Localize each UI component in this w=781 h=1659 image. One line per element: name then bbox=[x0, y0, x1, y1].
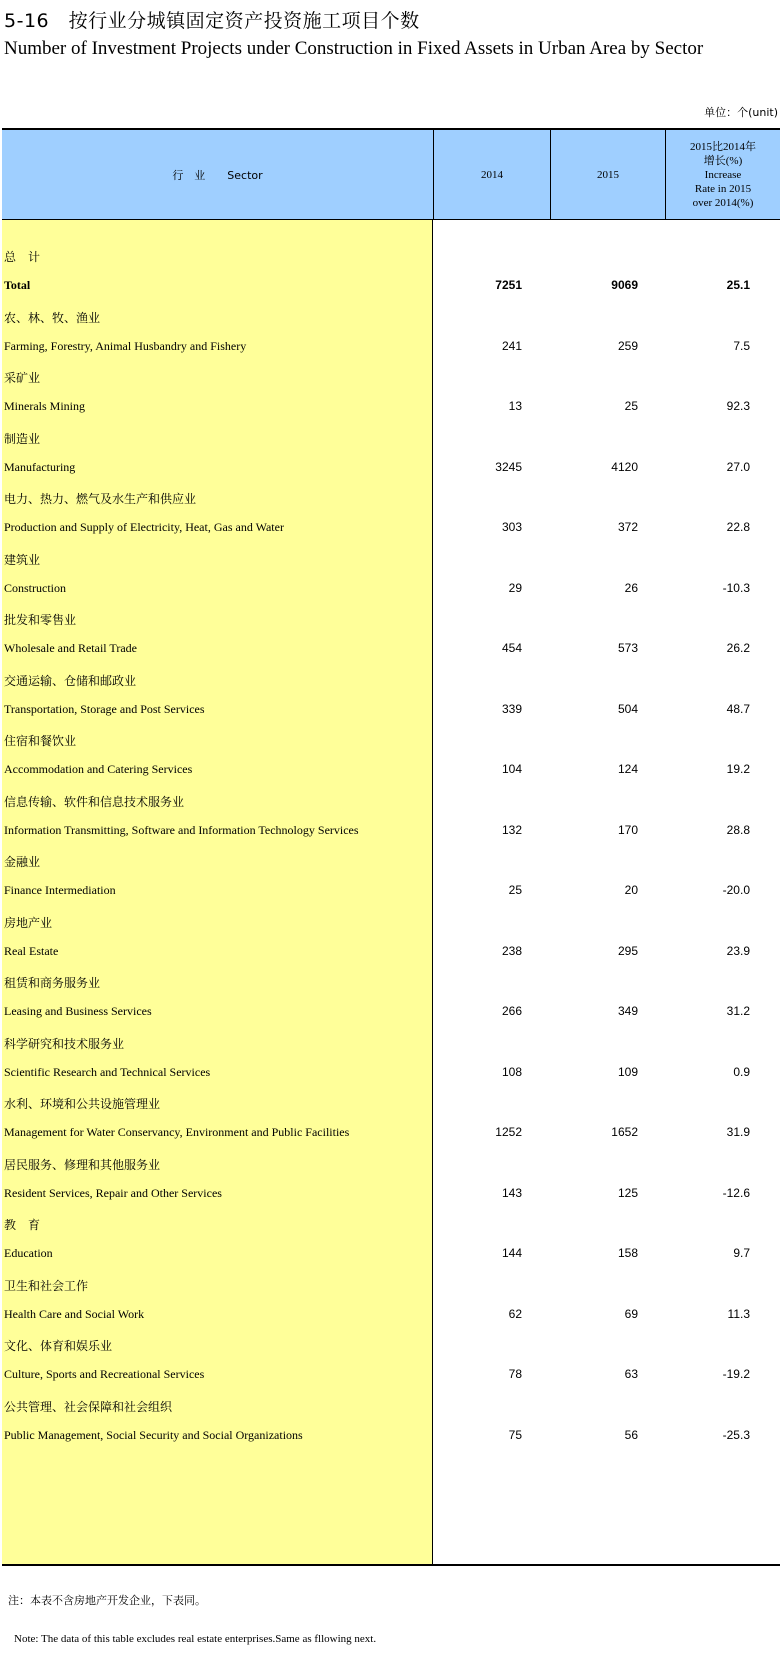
table-row bbox=[2, 1246, 780, 1266]
value-2015: 124 bbox=[617, 762, 638, 776]
value-2015: 573 bbox=[617, 641, 638, 655]
value-2014: 1252 bbox=[495, 1125, 522, 1139]
sector-name-en: Construction bbox=[4, 580, 66, 595]
value-2015: 26 bbox=[624, 580, 638, 595]
table-row bbox=[2, 399, 780, 419]
sector-cn-row bbox=[2, 248, 780, 268]
header-2015: 2015 bbox=[551, 130, 666, 219]
sector-name-cn: 交通运输、仓储和邮政业 bbox=[4, 673, 137, 688]
table-row bbox=[2, 823, 780, 843]
table-row bbox=[2, 1367, 780, 1387]
value-2014: 144 bbox=[501, 1246, 522, 1260]
value-2015: 372 bbox=[617, 520, 638, 534]
sector-name-en: Manufacturing bbox=[4, 459, 76, 474]
sector-name-en: Wholesale and Retail Trade bbox=[4, 641, 137, 655]
value-2015: 125 bbox=[617, 1185, 638, 1200]
value-2014: 62 bbox=[508, 1306, 522, 1321]
value-2014: 143 bbox=[501, 1185, 522, 1200]
value-2015: 295 bbox=[617, 943, 638, 958]
sector-name-en: Total bbox=[4, 278, 31, 292]
value-increase-rate: -25.3 bbox=[722, 1427, 750, 1442]
sector-name-cn: 房地产业 bbox=[4, 915, 53, 930]
sector-name-en: Resident Services, Repair and Other Services bbox=[4, 1185, 222, 1200]
header-sector-label: 行 业 Sector bbox=[172, 168, 263, 182]
sector-cn-row bbox=[2, 793, 780, 813]
table-row bbox=[2, 762, 780, 782]
data-table bbox=[2, 128, 780, 1566]
value-2015: 109 bbox=[617, 1064, 638, 1079]
header-rate-line: over 2014(%) bbox=[692, 196, 754, 209]
value-2014: 25 bbox=[508, 883, 522, 897]
table-row bbox=[2, 1186, 780, 1206]
value-increase-rate: 92.3 bbox=[726, 399, 750, 413]
value-2015: 4120 bbox=[611, 459, 638, 474]
value-increase-rate: 26.2 bbox=[726, 641, 750, 655]
value-increase-rate: 22.8 bbox=[726, 520, 750, 534]
value-2014: 78 bbox=[508, 1367, 522, 1381]
value-2015: 1652 bbox=[611, 1125, 638, 1139]
value-increase-rate: -19.2 bbox=[722, 1367, 750, 1381]
value-2014: 266 bbox=[501, 1004, 522, 1018]
value-increase-rate: 28.8 bbox=[726, 822, 750, 837]
table-row bbox=[2, 1125, 780, 1145]
sector-name-cn: 农、林、牧、渔业 bbox=[4, 310, 101, 325]
sector-name-cn: 住宿和餐饮业 bbox=[4, 734, 77, 748]
sector-name-en: Leasing and Business Services bbox=[4, 1004, 152, 1018]
value-increase-rate: 11.3 bbox=[727, 1306, 750, 1321]
sector-cn-row bbox=[2, 1216, 780, 1236]
value-2014: 29 bbox=[508, 580, 522, 595]
sector-name-en: Culture, Sports and Recreational Services bbox=[4, 1367, 205, 1381]
value-2014: 75 bbox=[508, 1427, 522, 1442]
sector-name-cn: 总 计 bbox=[4, 250, 41, 264]
value-increase-rate: 7.5 bbox=[733, 338, 750, 353]
value-increase-rate: 27.0 bbox=[726, 459, 750, 474]
sector-name-en: Education bbox=[4, 1246, 53, 1260]
value-2014: 339 bbox=[501, 701, 522, 716]
value-2015: 56 bbox=[624, 1427, 638, 1442]
page-title-en: Number of Investment Projects under Construction in Fixed Assets in Urban Area by Sector bbox=[4, 38, 704, 59]
sector-name-cn: 公共管理、社会保障和社会组织 bbox=[4, 1399, 173, 1414]
sector-cn-row bbox=[2, 1337, 780, 1357]
value-2014: 132 bbox=[501, 822, 522, 837]
sector-name-cn: 制造业 bbox=[4, 431, 41, 446]
table-row bbox=[2, 944, 780, 964]
value-2015: 259 bbox=[617, 338, 638, 353]
header-2014: 2014 bbox=[434, 130, 551, 219]
sector-name-en: Real Estate bbox=[4, 943, 59, 958]
sector-name-cn: 批发和零售业 bbox=[4, 613, 77, 627]
sector-name-cn: 金融业 bbox=[4, 855, 41, 869]
sector-name-cn: 信息传输、软件和信息技术服务业 bbox=[4, 794, 185, 809]
value-increase-rate: 0.9 bbox=[733, 1064, 750, 1079]
header-rate-line: 增长(%) bbox=[703, 154, 743, 167]
value-increase-rate: -10.3 bbox=[722, 580, 750, 595]
value-2015: 170 bbox=[617, 822, 638, 837]
value-2014: 3245 bbox=[495, 459, 522, 474]
sector-cn-row bbox=[2, 1156, 780, 1176]
sector-cn-row bbox=[2, 551, 780, 571]
header-rate-text bbox=[690, 140, 756, 210]
value-2014: 13 bbox=[508, 399, 522, 413]
value-2015: 349 bbox=[617, 1004, 638, 1018]
sector-cn-row bbox=[2, 1398, 780, 1418]
sector-cn-row bbox=[2, 611, 780, 631]
value-increase-rate: 23.9 bbox=[726, 943, 750, 958]
value-increase-rate: 31.9 bbox=[726, 1125, 750, 1139]
value-increase-rate: 48.7 bbox=[726, 701, 750, 716]
sector-name-cn: 采矿业 bbox=[4, 371, 41, 385]
note-cn: 注：本表不含房地产开发企业，下表同。 bbox=[8, 1594, 206, 1607]
sector-name-cn: 卫生和社会工作 bbox=[4, 1278, 89, 1293]
sector-name-en: Accommodation and Catering Services bbox=[4, 762, 193, 776]
sector-name-cn: 科学研究和技术服务业 bbox=[4, 1036, 125, 1051]
value-2015: 504 bbox=[617, 701, 638, 716]
sector-cn-row bbox=[2, 369, 780, 389]
sector-cn-row bbox=[2, 309, 780, 329]
value-2014: 241 bbox=[501, 338, 522, 353]
sector-name-en: Public Management, Social Security and Social Organizations bbox=[4, 1427, 303, 1442]
table-row bbox=[2, 460, 780, 480]
sector-name-cn: 建筑业 bbox=[4, 552, 41, 567]
value-2015: 158 bbox=[617, 1246, 638, 1260]
table-row bbox=[2, 1004, 780, 1024]
header-rate-line: 2015比2014年 bbox=[690, 140, 756, 153]
sector-name-en: Scientific Research and Technical Services bbox=[4, 1064, 211, 1079]
sector-name-en: Minerals Mining bbox=[4, 399, 85, 413]
sector-name-en: Management for Water Conservancy, Environment and Public Facilities bbox=[4, 1125, 350, 1139]
sector-cn-row bbox=[2, 1095, 780, 1115]
page-title-cn: 5-16 按行业分城镇固定资产投资施工项目个数 bbox=[4, 10, 420, 32]
sector-name-cn: 教 育 bbox=[4, 1218, 41, 1232]
sector-cn-row bbox=[2, 430, 780, 450]
sector-name-cn: 租赁和商务服务业 bbox=[4, 976, 101, 990]
sector-cn-row bbox=[2, 914, 780, 934]
table-row bbox=[2, 581, 780, 601]
value-2015: 9069 bbox=[611, 278, 638, 292]
value-increase-rate: -20.0 bbox=[722, 883, 750, 897]
value-2014: 108 bbox=[501, 1064, 522, 1079]
value-2014: 104 bbox=[501, 762, 522, 776]
header-rate-line: Rate in 2015 bbox=[694, 182, 752, 195]
sector-name-en: Health Care and Social Work bbox=[4, 1306, 145, 1321]
value-increase-rate: 19.2 bbox=[726, 762, 750, 776]
header-sector bbox=[2, 130, 434, 219]
sector-name-cn: 电力、热力、燃气及水生产和供应业 bbox=[4, 492, 197, 506]
unit-label: 单位：个(unit) bbox=[704, 106, 778, 119]
value-2014: 454 bbox=[501, 641, 522, 655]
sector-name-en: Finance Intermediation bbox=[4, 883, 116, 897]
value-2014: 7251 bbox=[495, 278, 522, 292]
sector-name-cn: 水利、环境和公共设施管理业 bbox=[4, 1097, 161, 1111]
sector-cn-row bbox=[2, 974, 780, 994]
sector-name-en: Information Transmitting, Software and Information Technology Services bbox=[4, 822, 359, 837]
table-row bbox=[2, 1428, 780, 1448]
value-increase-rate: 31.2 bbox=[726, 1004, 750, 1018]
sector-cn-row bbox=[2, 1035, 780, 1055]
sector-name-en: Farming, Forestry, Animal Husbandry and Fishery bbox=[4, 338, 247, 353]
sector-cn-row bbox=[2, 853, 780, 873]
sector-name-cn: 居民服务、修理和其他服务业 bbox=[4, 1157, 161, 1172]
value-increase-rate: 9.7 bbox=[733, 1246, 750, 1260]
sector-name-en: Transportation, Storage and Post Services bbox=[4, 701, 205, 716]
sector-cn-row bbox=[2, 1277, 780, 1297]
table-row bbox=[2, 278, 780, 298]
header-rate bbox=[666, 130, 780, 219]
table-row bbox=[2, 339, 780, 359]
table-row bbox=[2, 520, 780, 540]
value-increase-rate: -12.6 bbox=[722, 1185, 750, 1200]
table-row bbox=[2, 883, 780, 903]
sector-cn-row bbox=[2, 732, 780, 752]
value-2014: 238 bbox=[501, 943, 522, 958]
sector-cn-row bbox=[2, 490, 780, 510]
value-2015: 69 bbox=[624, 1306, 638, 1321]
value-increase-rate: 25.1 bbox=[726, 278, 750, 292]
table-header bbox=[2, 130, 780, 220]
sector-cn-row bbox=[2, 672, 780, 692]
value-2014: 303 bbox=[501, 520, 522, 534]
value-2015: 25 bbox=[624, 399, 638, 413]
note-en: Note: The data of this table excludes real estate enterprises.Same as fllowing next. bbox=[14, 1633, 377, 1645]
sector-name-cn: 文化、体育和娱乐业 bbox=[4, 1339, 113, 1353]
table-row bbox=[2, 641, 780, 661]
table-row bbox=[2, 1307, 780, 1327]
table-row bbox=[2, 702, 780, 722]
value-2015: 63 bbox=[624, 1367, 638, 1381]
header-rate-line: Increase bbox=[704, 168, 742, 181]
table-row bbox=[2, 1065, 780, 1085]
value-2015: 20 bbox=[624, 883, 638, 897]
sector-name-en: Production and Supply of Electricity, Heat, Gas and Water bbox=[4, 520, 284, 534]
